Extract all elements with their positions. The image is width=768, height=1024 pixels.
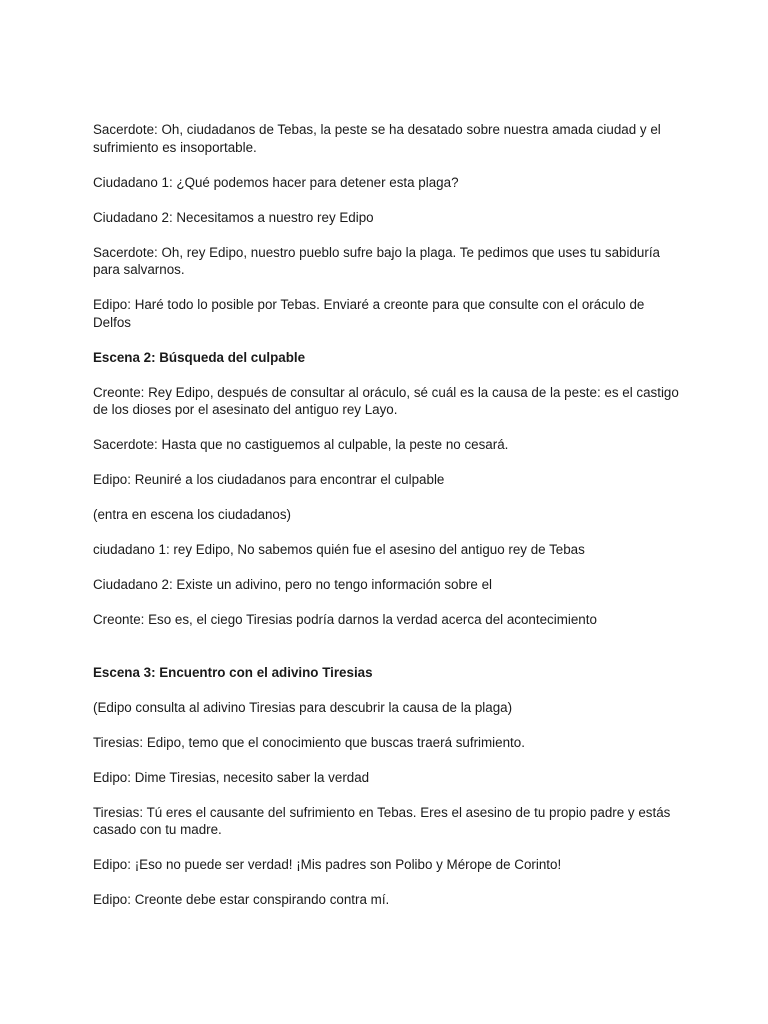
stage-direction: (entra en escena los ciudadanos)	[93, 507, 292, 522]
dialogue-line: ciudadano 1: rey Edipo, No sabemos quién fue el asesino del antiguo rey de Tebas	[93, 542, 585, 557]
scene-heading: Escena 2: Búsqueda del culpable	[93, 349, 306, 365]
dialogue-line: Tiresias: Tú eres el causante del sufrimiento en Tebas. Eres el asesino de tu propio padre y estás casado con tu madre.	[93, 804, 671, 837]
document-body	[93, 121, 683, 926]
dialogue-line: Tiresias: Edipo, temo que el conocimiento que buscas traerá sufrimiento.	[93, 734, 525, 750]
dialogue-line: Creonte: Eso es, el ciego Tiresias podría darnos la verdad acerca del acontecimiento	[93, 612, 597, 627]
dialogue-line: Edipo: Creonte debe estar conspirando contra mí.	[93, 892, 390, 907]
dialogue-line: Edipo: ¡Eso no puede ser verdad! ¡Mis padres son Polibo y Mérope de Corinto!	[93, 857, 562, 872]
scene-heading: Escena 3: Encuentro con el adivino Tiresias	[93, 664, 373, 680]
dialogue-line: Edipo: Dime Tiresias, necesito saber la verdad	[93, 769, 370, 785]
dialogue-line: Sacerdote: Oh, rey Edipo, nuestro pueblo sufre bajo la plaga. Te pedimos que uses tu sabiduría para salvarnos.	[93, 244, 660, 277]
dialogue-line: Ciudadano 2: Necesitamos a nuestro rey Edipo	[93, 209, 374, 225]
dialogue-line: Ciudadano 2: Existe un adivino, pero no tengo información sobre el	[93, 577, 492, 592]
dialogue-line: Ciudadano 1: ¿Qué podemos hacer para detener esta plaga?	[93, 174, 459, 190]
dialogue-line: Sacerdote: Oh, ciudadanos de Tebas, la peste se ha desatado sobre nuestra amada ciudad y el sufrimiento es insoportable.	[93, 122, 661, 155]
dialogue-line: Edipo: Haré todo lo posible por Tebas. Enviaré a creonte para que consulte con el oráculo de Delfos	[93, 297, 645, 330]
blank-line	[93, 646, 683, 664]
dialogue-line: Edipo: Reuniré a los ciudadanos para encontrar el culpable	[93, 472, 445, 487]
dialogue-line: Creonte: Rey Edipo, después de consultar al oráculo, sé cuál es la causa de la peste: es el castigo de los dioses por el asesinato del antiguo rey Layo.	[93, 384, 679, 417]
dialogue-line: Sacerdote: Hasta que no castiguemos al culpable, la peste no cesará.	[93, 437, 509, 452]
stage-direction: (Edipo consulta al adivino Tiresias para descubrir la causa de la plaga)	[93, 699, 513, 715]
